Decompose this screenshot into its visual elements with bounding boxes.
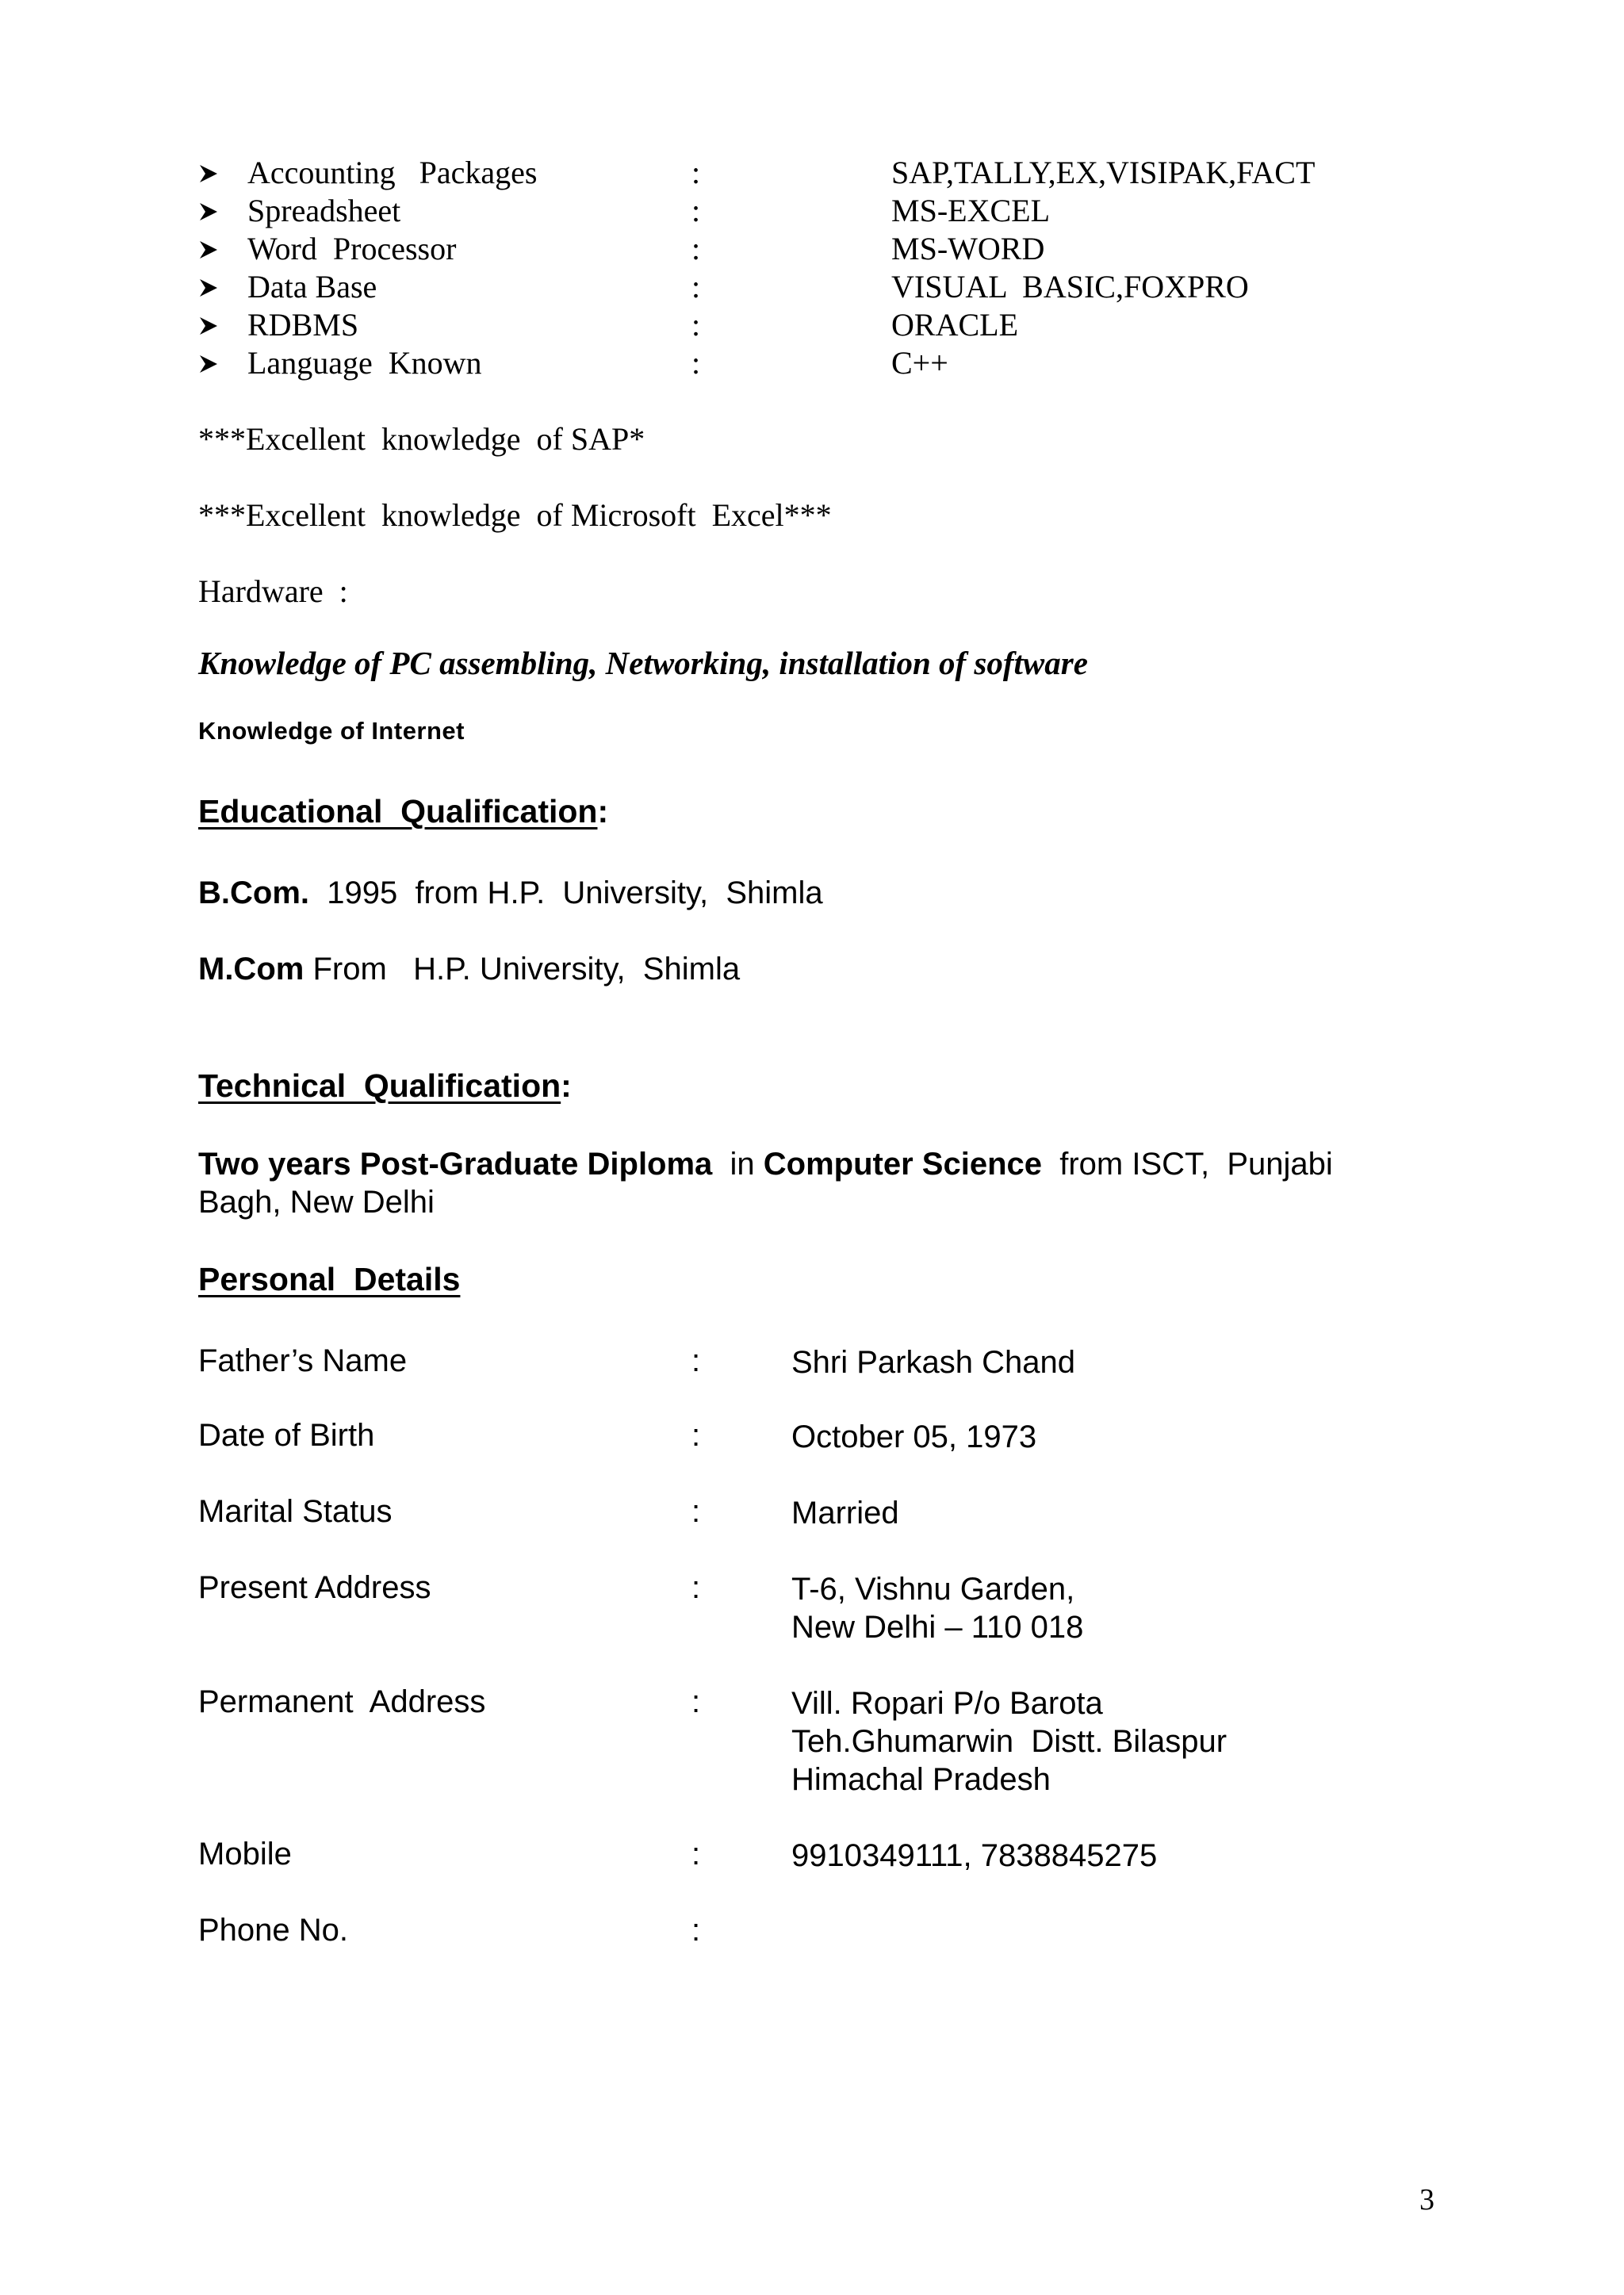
- page-number: 3: [1419, 2183, 1434, 2216]
- detail-value: Vill. Ropari P/o Barota Teh.Ghumarwin Distt. Bilaspur Himachal Pradesh: [791, 1686, 1228, 1797]
- diploma-institute: from ISCT, Punjabi: [1042, 1147, 1333, 1182]
- technical-heading-text: Technical Qualification: [198, 1067, 561, 1104]
- skill-value: MS-EXCEL: [891, 193, 1050, 228]
- skill-label: Word Processor: [247, 231, 457, 266]
- diploma-name: Two years Post-Graduate Diploma: [198, 1147, 713, 1182]
- personal-heading: [198, 1261, 460, 1298]
- skill-value: SAP,TALLY,EX,VISIPAK,FACT: [891, 155, 1316, 190]
- excel-knowledge-note: ***Excellent knowledge of Microsoft Excel***: [198, 497, 832, 533]
- sap-knowledge-note: ***Excellent knowledge of SAP*: [198, 421, 645, 457]
- separator-colon: :: [691, 1343, 701, 1378]
- education-heading: [198, 793, 608, 830]
- skill-label: Language Known: [247, 345, 482, 381]
- technical-diploma-line2: Bagh, New Delhi: [198, 1185, 435, 1220]
- list-item: [198, 268, 1467, 306]
- separator-colon: :: [691, 1418, 701, 1453]
- degree-name: M.Com: [198, 952, 304, 987]
- detail-value: T-6, Vishnu Garden, New Delhi – 110 018: [791, 1572, 1084, 1645]
- list-item: [198, 192, 1467, 230]
- detail-key: Marital Status: [198, 1494, 393, 1529]
- skill-label: Spreadsheet: [247, 193, 401, 228]
- education-bcom: [198, 875, 823, 911]
- diploma-in: in: [712, 1147, 764, 1182]
- detail-value: Married: [791, 1496, 899, 1531]
- degree-name: B.Com.: [198, 875, 309, 910]
- list-item: [198, 154, 1467, 192]
- separator-colon: :: [691, 1494, 701, 1529]
- skill-value: C++: [891, 345, 948, 381]
- detail-key: Date of Birth: [198, 1418, 375, 1453]
- separator-colon: :: [691, 1570, 701, 1605]
- education-heading-text: Educational Qualification: [198, 793, 598, 829]
- separator-colon: :: [691, 193, 701, 228]
- detail-key: Permanent Address: [198, 1684, 486, 1719]
- skill-value: ORACLE: [891, 307, 1018, 343]
- technical-heading: [198, 1067, 572, 1105]
- detail-key: Phone No.: [198, 1913, 349, 1948]
- detail-key: Present Address: [198, 1570, 431, 1605]
- separator-colon: :: [691, 307, 701, 343]
- diploma-subject: Computer Science: [763, 1147, 1043, 1182]
- degree-details: 1995 from H.P. University, Shimla: [309, 875, 823, 910]
- technical-diploma-line1: [198, 1147, 1333, 1182]
- education-mcom: [198, 952, 740, 987]
- skill-value: VISUAL BASIC,FOXPRO: [891, 269, 1249, 305]
- internet-knowledge-note: Knowledge of Internet: [198, 717, 465, 745]
- separator-colon: :: [691, 345, 701, 381]
- hardware-label: Hardware :: [198, 573, 348, 609]
- detail-value: October 05, 1973: [791, 1420, 1037, 1454]
- heading-colon: :: [597, 793, 609, 829]
- detail-value: 9910349111, 7838845275: [791, 1838, 1158, 1873]
- separator-colon: :: [691, 269, 701, 305]
- skill-label: Data Base: [247, 269, 377, 305]
- list-item: [198, 344, 1467, 382]
- separator-colon: :: [691, 1684, 701, 1719]
- detail-key: Father’s Name: [198, 1343, 408, 1378]
- skill-label: Accounting Packages: [247, 155, 538, 190]
- heading-colon: :: [561, 1067, 572, 1104]
- skill-label: RDBMS: [247, 307, 359, 343]
- degree-details: From H.P. University, Shimla: [304, 952, 741, 987]
- pc-knowledge-note: Knowledge of PC assembling, Networking, installation of software: [198, 645, 1088, 681]
- skill-value: MS-WORD: [891, 231, 1045, 266]
- separator-colon: :: [691, 231, 701, 266]
- personal-heading-text: Personal Details: [198, 1261, 461, 1297]
- separator-colon: :: [691, 1837, 701, 1872]
- detail-value: Shri Parkash Chand: [791, 1345, 1075, 1380]
- separator-colon: :: [691, 155, 701, 190]
- list-item: [198, 306, 1467, 344]
- list-item: [198, 230, 1467, 268]
- separator-colon: :: [691, 1913, 701, 1948]
- detail-key: Mobile: [198, 1837, 292, 1872]
